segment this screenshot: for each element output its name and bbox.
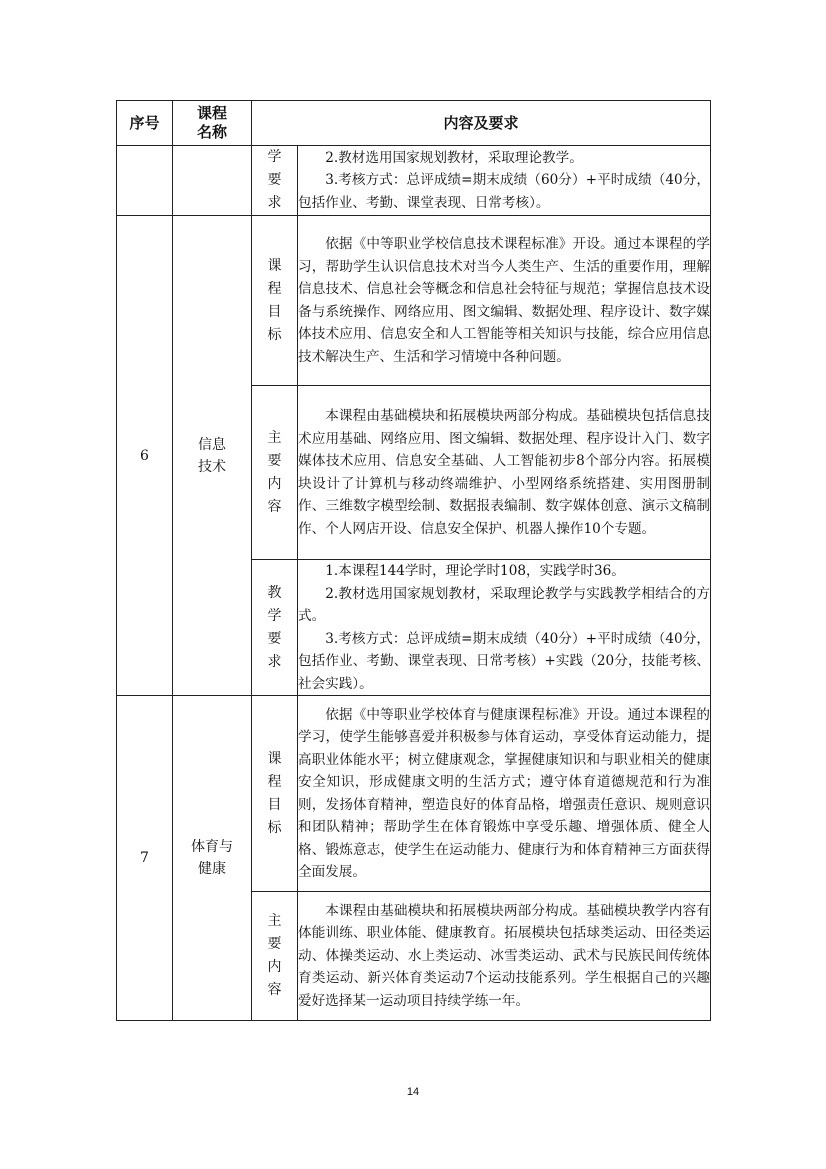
course7-num: 7: [117, 696, 173, 1021]
course6-num: 6: [117, 216, 173, 696]
course-table: [116, 100, 711, 1021]
course7-goal-row: [117, 696, 711, 892]
continuation-num: [117, 146, 173, 216]
course7-name: 体育与 健康: [173, 696, 252, 1021]
header-content: 内容及要求: [252, 101, 711, 146]
continuation-text: 2.教材选用国家规划教材，采取理论教学。 3.考核方式：总评成绩=期末成绩（60分）+平时成绩（40分，包括作业、考勤、课堂表现、日常考核）。: [298, 146, 711, 216]
course6-content-label: 主 要 内 容: [252, 386, 298, 560]
continuation-name: [173, 146, 252, 216]
course6-goal-label: 课 程 目 标: [252, 216, 298, 386]
course6-req-label: 教 学 要 求: [252, 560, 298, 696]
header-name: 课程 名称: [173, 101, 252, 146]
header-num: 序号: [117, 101, 173, 146]
header-row: [117, 101, 711, 146]
course6-name: 信息 技术: [173, 216, 252, 696]
course7-goal-text: 依据《中等职业学校体育与健康课程标准》开设。通过本课程的学习，使学生能够喜爱并积极参与体育运动，享受体育运动能力，提高职业体能水平；树立健康观念，掌握健康知识和与职业相关的健康安全知识，形成健康文明的生活方式；遵守体育道德规范和行为准则，发扬体育精神，塑造良好的体育品格，增强责任意识、规则意识和团队精神；帮助学生在体育锻炼中享受乐趣、增强体质、健全人格、锻炼意志，使学生在运动能力、健康行为和体育精神三方面获得全面发展。: [298, 696, 711, 892]
course7-content-text: 本课程由基础模块和拓展模块两部分构成。基础模块教学内容有体能训练、职业体能、健康教育。拓展模块包括球类运动、田径类运动、体操类运动、水上类运动、冰雪类运动、武术与民族民间传统体育类运动、新兴体育类运动7个运动技能系列。学生根据自己的兴趣爱好选择某一运动项目持续学练一年。: [298, 892, 711, 1021]
course6-req-text: 1.本课程144学时，理论学时108，实践学时36。 2.教材选用国家规划教材，采取理论教学与实践教学相结合的方式。 3.考核方式：总评成绩=期末成绩（40分）+平时成绩（40分，包括作业、考勤、课堂表现、日常考核）+实践（20分，技能考核、社会实践）。: [298, 560, 711, 696]
course6-content-text: 本课程由基础模块和拓展模块两部分构成。基础模块包括信息技术应用基础、网络应用、图文编辑、数据处理、程序设计入门、数字媒体技术应用、信息安全基础、人工智能初步8个部分内容。拓展模块设计了计算机与移动终端维护、小型网络系统搭建、实用图册制作、三维数字模型绘制、数据报表编制、数字媒体创意、演示文稿制作、个人网店开设、信息安全保护、机器人操作10个专题。: [298, 386, 711, 560]
continuation-row: [117, 146, 711, 216]
course6-goal-text: 依据《中等职业学校信息技术课程标准》开设。通过本课程的学习，帮助学生认识信息技术对当今人类生产、生活的重要作用，理解信息技术、信息社会等概念和信息社会特征与规范；掌握信息技术设备与系统操作、网络应用、图文编辑、数据处理、程序设计、数字媒体技术应用、信息安全和人工智能等相关知识与技能，综合应用信息技术解决生产、生活和学习情境中各种问题。: [298, 216, 711, 386]
page-number: 14: [406, 1086, 420, 1098]
continuation-sub: 学 要 求: [252, 146, 298, 216]
course7-content-label: 主 要 内 容: [252, 892, 298, 1021]
course6-goal-row: [117, 216, 711, 386]
course7-goal-label: 课 程 目 标: [252, 696, 298, 892]
